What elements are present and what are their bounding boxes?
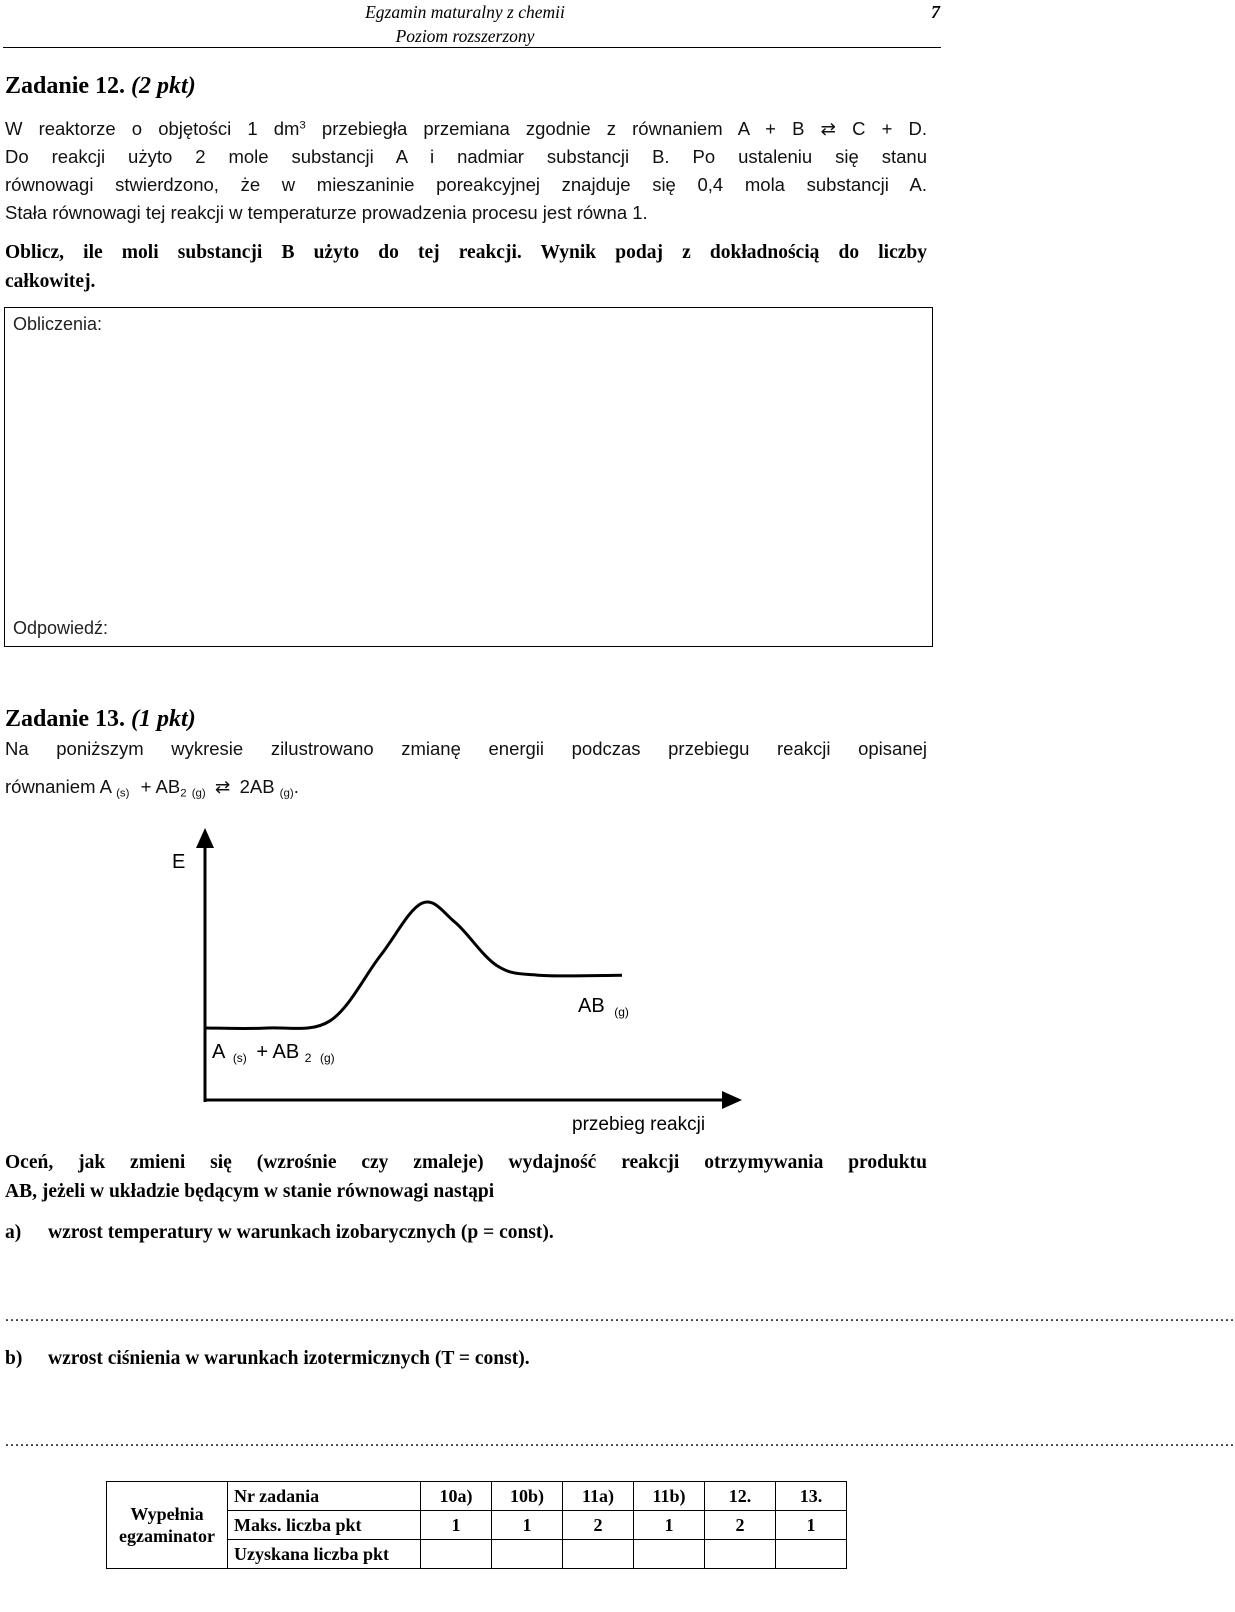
max-points-cell: 1 — [421, 1511, 492, 1540]
question-line1: Oceń, jak zmieni się (wzrośnie czy zmaleje) wydajność reakcji otrzymywania produktu — [5, 1152, 927, 1173]
task-no-cell: 11a) — [563, 1482, 634, 1511]
max-points-cell: 1 — [492, 1511, 563, 1540]
calculation-box[interactable] — [4, 307, 933, 647]
obtained-points-cell[interactable] — [492, 1540, 563, 1569]
task13-line1: Na poniższym wykresie zilustrowano zmianę energii podczas przebiegu reakcji opisanej — [5, 738, 927, 759]
header-level: Poziom rozszerzony — [395, 26, 535, 46]
subtask-a-label: a) — [5, 1222, 22, 1243]
task-no-cell: 13. — [776, 1482, 847, 1511]
answer-line-a[interactable]: ...................................................................................................................................................................................................................................................... — [5, 1308, 1235, 1325]
score-table — [106, 1481, 847, 1569]
y-axis-label: E — [172, 851, 186, 873]
page-header — [350, 0, 580, 48]
max-points-cell: 1 — [634, 1511, 705, 1540]
max-points-cell: 2 — [563, 1511, 634, 1540]
task12-instruction — [5, 238, 927, 296]
task12-line4: Stała równowagi tej reakcji w temperaturze prowadzenia procesu jest równa 1. — [5, 202, 648, 223]
product-label: AB $_{(g)}$ — [578, 995, 629, 1019]
reactants-label: A $_{(s)}$ + AB $_2$ (g) — [212, 1041, 335, 1065]
task12-line1: W reaktorze o objętości 1 $dm^3$ przebiegła przemiana zgodnie z równaniem A + B ⇄ C + D. — [5, 118, 928, 139]
max-points-cell: 1 — [776, 1511, 847, 1540]
y-axis-arrow — [196, 828, 214, 848]
subtask-a — [5, 1218, 554, 1247]
task12-heading — [5, 70, 196, 102]
subtask-b — [5, 1344, 530, 1373]
obtained-points-cell[interactable] — [563, 1540, 634, 1569]
obtained-points-cell[interactable] — [634, 1540, 705, 1569]
task13-title: Zadanie 13. — [5, 706, 126, 732]
task12-instruction-line1: Oblicz, ile moli substancji B użyto do tej reakcji. Wynik podaj z dokładnością do liczby — [5, 242, 927, 263]
task13-heading — [5, 703, 196, 735]
row-label-task-no: Nr zadania — [228, 1482, 421, 1511]
obtained-points-cell[interactable] — [776, 1540, 847, 1569]
task12-instruction-line2: całkowitej. — [5, 271, 96, 292]
row-label-obtained: Uzyskana liczba pkt — [228, 1540, 421, 1569]
subtask-b-text: wzrost ciśnienia w warunkach izotermicznych (T = const). — [48, 1348, 530, 1369]
answer-label: Odpowiedź: — [13, 618, 109, 638]
task13-equation: równaniem A $_{(s)} + AB_2$ $_{(g)}$ ⇄ 2AB $_{(g)}$. — [5, 776, 299, 800]
obtained-points-cell[interactable] — [421, 1540, 492, 1569]
page-number: 7 — [931, 2, 940, 22]
energy-curve — [205, 902, 622, 1029]
answer-line-b[interactable]: ...................................................................................................................................................................................................................................................... — [5, 1433, 1235, 1450]
header-title: Egzamin maturalny z chemii — [365, 2, 565, 22]
subtask-a-text: wzrost temperatury w warunkach izobarycznych (p = const). — [48, 1222, 554, 1243]
row-label-max: Maks. liczba pkt — [228, 1511, 421, 1540]
x-axis-arrow — [722, 1091, 742, 1109]
task12-line2: Do reakcji użyto 2 mole substancji A i nadmiar substancji B. Po ustaleniu się stanu — [5, 146, 927, 167]
question-line2: AB, jeżeli w układzie będącym w stanie równowagi nastąpi — [5, 1181, 495, 1202]
score-side-label: Wypełnia egzaminator — [107, 1482, 228, 1569]
task12-body — [5, 115, 927, 227]
max-points-cell: 2 — [705, 1511, 776, 1540]
task-no-cell: 10b) — [492, 1482, 563, 1511]
header-rule — [3, 47, 941, 48]
task-no-cell: 10a) — [421, 1482, 492, 1511]
task13-question — [5, 1148, 927, 1206]
calc-label: Obliczenia: — [13, 314, 103, 334]
task-no-cell: 12. — [705, 1482, 776, 1511]
task13-points: (1 pkt) — [131, 706, 196, 732]
x-axis-label: przebieg reakcji — [572, 1114, 706, 1135]
energy-diagram — [0, 820, 960, 1150]
task12-title: Zadanie 12. — [5, 73, 126, 99]
task-no-cell: 11b) — [634, 1482, 705, 1511]
task12-points: (2 pkt) — [131, 73, 196, 99]
task12-line3: równowagi stwierdzono, że w mieszaninie poreakcyjnej znajduje się 0,4 mola substancji A. — [5, 174, 927, 195]
subtask-b-label: b) — [5, 1348, 23, 1369]
obtained-points-cell[interactable] — [705, 1540, 776, 1569]
task13-body — [5, 734, 927, 808]
